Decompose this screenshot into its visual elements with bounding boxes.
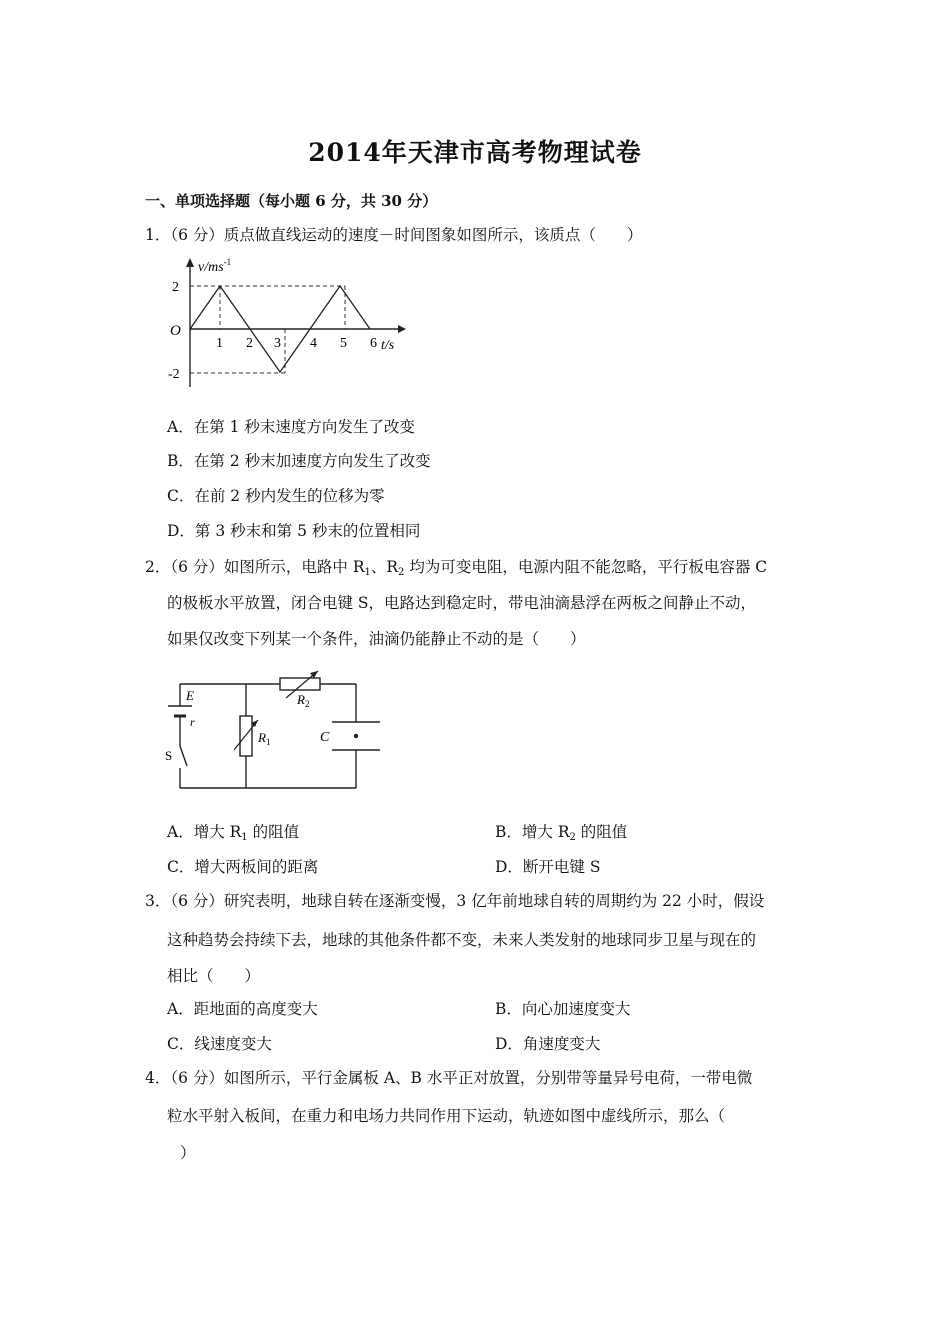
resistor-r2 (280, 678, 320, 690)
y-axis-arrow (186, 258, 194, 267)
q2-option-d[interactable]: D．断开电键 S (495, 858, 601, 876)
label-c: C (320, 730, 330, 745)
question-2-line-2: 的极板水平放置，闭合电键 S，电路达到稳定时，带电油滴悬浮在两板之间静止不动， (167, 594, 757, 612)
label-r: r (190, 715, 195, 729)
question-3-line-3: 相比（ ） (167, 967, 261, 985)
q2-option-c[interactable]: C．增大两板间的距离 (167, 858, 319, 876)
q2-option-a[interactable]: A．增大 $R_1$ 的阻值 (167, 823, 300, 843)
section-heading: 一、单项选择题（每小题 6 分，共 30 分） (145, 192, 438, 210)
question-3-line-2: 这种趋势会持续下去，地球的其他条件都不变，未来人类发射的地球同步卫星与现在的 (167, 931, 757, 949)
label-r2: $R_2$ (297, 692, 310, 709)
y-tick-2: 2 (172, 280, 179, 295)
q1-option-a[interactable]: A．在第 1 秒末速度方向发生了改变 (167, 418, 415, 436)
q3-option-a[interactable]: A．距地面的高度变大 (167, 1000, 318, 1018)
origin-label: O (170, 323, 181, 339)
q3-option-c[interactable]: C．线速度变大 (167, 1035, 272, 1053)
y-tick-neg2: -2 (168, 367, 180, 382)
q1-option-d[interactable]: D．第 3 秒末和第 5 秒末的位置相同 (167, 522, 421, 540)
question-1-text: 1．（6 分）质点做直线运动的速度－时间图象如图所示，该质点（ ） (145, 226, 643, 244)
question-4-line-3: ） (180, 1144, 196, 1162)
label-r1: $R_1$ (258, 730, 271, 747)
oil-drop (354, 734, 358, 738)
question-4-line-2: 粒水平射入板间，在重力和电场力共同作用下运动，轨迹如图中虚线所示，那么（ (167, 1107, 726, 1125)
q3-option-b[interactable]: B．向心加速度变大 (495, 1000, 631, 1018)
circuit-diagram (160, 668, 390, 796)
resistor-r1 (240, 716, 252, 756)
label-s: S (165, 748, 173, 763)
page-title: 2014年天津市高考物理试卷 (308, 138, 642, 167)
x-tick-5: 5 (340, 336, 347, 351)
x-tick-1: 1 (216, 336, 223, 351)
x-axis-arrow (398, 325, 406, 333)
question-3-line-1: 3．（6 分）研究表明，地球自转在逐渐变慢，3 亿年前地球自转的周期约为 22 小时，假设 (145, 892, 765, 910)
question-4-line-1: 4．（6 分）如图所示，平行金属板 A、B 水平正对放置，分别带等量异号电荷，一带电微 (145, 1069, 753, 1087)
x-axis-label: t/s (381, 338, 395, 353)
question-2-line-3: 如果仅改变下列某一个条件，油滴仍能静止不动的是（ ） (167, 630, 586, 648)
y-axis-label: $v/ms^{-1}$ (198, 257, 232, 275)
q1-option-c[interactable]: C．在前 2 秒内发生的位移为零 (167, 487, 385, 505)
x-tick-4: 4 (310, 336, 317, 351)
x-tick-6: 6 (370, 336, 377, 351)
question-2-line-1: 2．（6 分）如图所示，电路中 $R_1$、$R_2$ 均为可变电阻，电源内阻不能忽略，平行板电容器 C (145, 558, 768, 578)
q1-option-b[interactable]: B．在第 2 秒末加速度方向发生了改变 (167, 452, 431, 470)
label-e: E (186, 688, 194, 703)
x-tick-2: 2 (246, 336, 253, 351)
q3-option-d[interactable]: D．角速度变大 (495, 1035, 601, 1053)
velocity-time-graph (160, 255, 410, 390)
x-tick-3: 3 (274, 336, 281, 351)
q2-option-b[interactable]: B．增大 $R_2$ 的阻值 (495, 823, 628, 843)
